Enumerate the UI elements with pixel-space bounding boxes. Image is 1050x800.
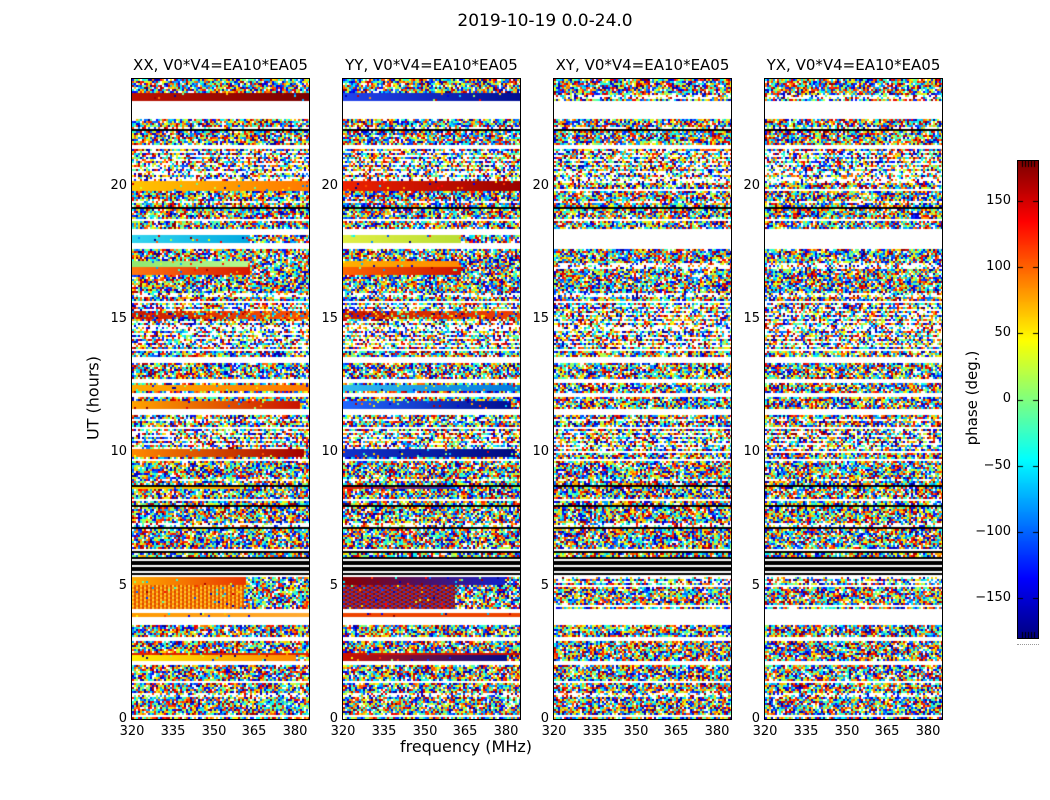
y-tick-label: 20 [532,178,549,193]
y-tick-label: 5 [329,578,338,593]
colorbar-gradient [1018,161,1038,638]
y-tick-label: 5 [540,578,549,593]
y-tick-label: 15 [110,311,127,326]
x-tick-label: 335 [793,724,819,739]
heatmap-panel-yy [321,56,521,739]
x-tick-label: 365 [663,724,689,739]
x-tick-label: 350 [834,724,860,739]
heatmap-canvas-xy [554,79,731,719]
y-tick-label: 10 [110,444,127,459]
x-tick-label: 380 [282,724,308,739]
figure-title: 2019-10-19 0.0-24.0 [457,11,633,31]
heatmap-panel-xx [110,56,310,739]
x-tick-label: 320 [119,724,145,739]
colorbar-tick-label: 100 [986,259,1011,274]
y-tick-label: 20 [743,178,760,193]
heatmap-canvas-yx [765,79,942,719]
y-tick-label: 15 [532,311,549,326]
x-axis-label: frequency (MHz) [399,737,533,756]
y-tick-label: 5 [751,578,760,593]
x-tick-label: 380 [915,724,941,739]
x-tick-label: 335 [582,724,608,739]
y-tick-label: 10 [321,444,338,459]
y-axis-label: UT (hours) [83,355,103,441]
y-tick-label: 0 [118,711,127,726]
y-tick-label: 0 [540,711,549,726]
colorbar-axis-label: phase (deg.) [963,350,981,446]
colorbar-tick-label: 0 [1002,391,1011,406]
x-tick-label: 365 [241,724,267,739]
x-tick-label: 335 [160,724,186,739]
x-tick-label: 365 [874,724,900,739]
y-tick-label: 5 [118,578,127,593]
colorbar-tick-label: 50 [994,325,1011,340]
x-tick-label: 350 [623,724,649,739]
y-tick-label: 20 [110,178,127,193]
x-tick-label: 320 [752,724,778,739]
colorbar-tick-label: −50 [983,458,1011,473]
y-tick-label: 0 [329,711,338,726]
panel-title-yx: YX, V0*V4=EA10*EA05 [766,56,941,74]
heatmap-panel-xy [532,56,732,739]
colorbar-minor-ticks [1017,644,1039,645]
x-tick-label: 335 [371,724,397,739]
panel-title-xy: XY, V0*V4=EA10*EA05 [555,56,730,74]
x-tick-label: 350 [412,724,438,739]
panel-title-yy: YY, V0*V4=EA10*EA05 [345,56,518,74]
colorbar-tick-label: 150 [986,193,1011,208]
x-tick-label: 320 [330,724,356,739]
x-tick-label: 320 [541,724,567,739]
x-tick-label: 380 [704,724,730,739]
y-tick-label: 10 [532,444,549,459]
heatmap-canvas-yy [343,79,520,719]
y-tick-label: 0 [751,711,760,726]
heatmap-canvas-xx [132,79,309,719]
colorbar [975,160,1039,639]
y-tick-label: 10 [743,444,760,459]
panel-title-xx: XX, V0*V4=EA10*EA05 [133,56,308,74]
colorbar-tick-label: −100 [975,524,1011,539]
y-tick-label: 15 [743,311,760,326]
x-tick-label: 350 [201,724,227,739]
x-tick-label: 380 [493,724,519,739]
heatmap-panel-yx [743,56,943,739]
y-tick-label: 20 [321,178,338,193]
x-tick-label: 365 [452,724,478,739]
y-tick-label: 15 [321,311,338,326]
colorbar-tick-label: −150 [975,590,1011,605]
